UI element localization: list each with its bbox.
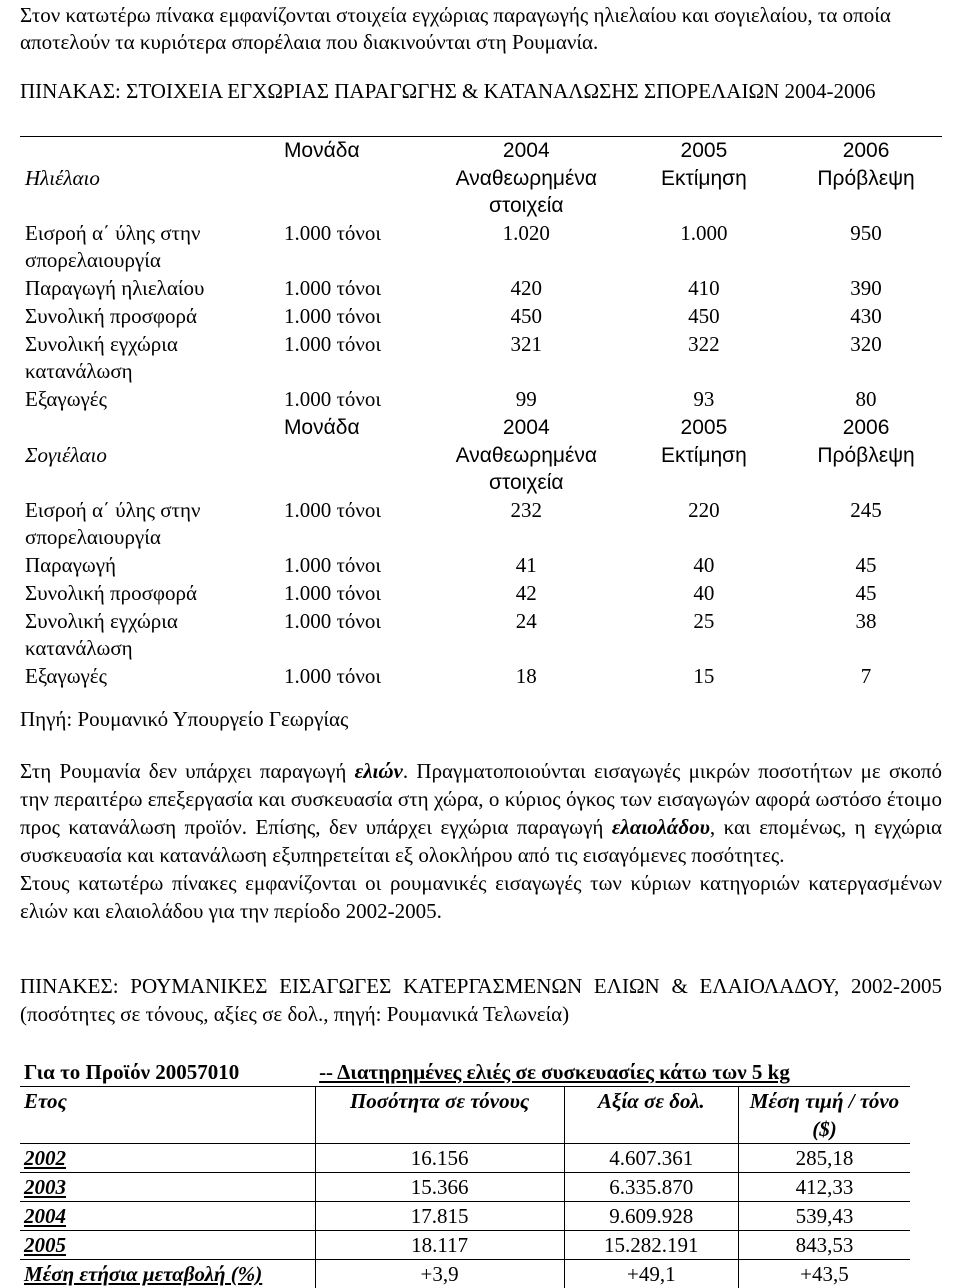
table1-subheader-row	[21, 165, 942, 220]
value-2005: 15	[617, 663, 790, 691]
value-2005: 40	[617, 552, 790, 580]
value-2004: 41	[435, 552, 617, 580]
sub-2005: Εκτίμηση	[617, 442, 790, 497]
table1-header-row	[21, 414, 942, 442]
table-row	[20, 1173, 910, 1202]
table-row	[20, 1202, 910, 1231]
row-label: Εξαγωγές	[21, 386, 280, 414]
table-row	[21, 552, 942, 580]
row-quantity: 18.117	[315, 1231, 564, 1260]
row-label: Εξαγωγές	[21, 663, 280, 691]
row-unit: 1.000 τόνοι	[279, 275, 435, 303]
section-sunflower-oil: Ηλιέλαιο	[21, 165, 280, 220]
row-quantity: 17.815	[315, 1202, 564, 1231]
row-average-price: 412,33	[738, 1173, 910, 1202]
value-2006: 38	[791, 608, 942, 663]
table-row	[21, 331, 942, 386]
product-description-text: -- Διατηρημένες ελιές σε συσκευασίες κάτω των 5 kg	[319, 1060, 790, 1084]
table1-title: ΠΙΝΑΚΑΣ: ΣΤΟΙΧΕΙΑ ΕΓΧΩΡΙΑΣ ΠΑΡΑΓΩΓΗΣ & ΚΑΤΑΝΑΛΩΣΗΣ ΣΠΟΡΕΛΑΙΩΝ 2004-2006	[20, 78, 942, 105]
table-row	[21, 303, 942, 331]
col-2004-header: 2004	[435, 414, 617, 442]
olive-imports-table	[20, 1058, 910, 1288]
row-year: 2002	[20, 1144, 315, 1173]
col-year-header: Ετος	[20, 1087, 315, 1144]
row-label: Συνολική προσφορά	[21, 580, 280, 608]
row-year: 2005	[20, 1231, 315, 1260]
value-2006: 430	[791, 303, 942, 331]
value-2006: 7	[791, 663, 942, 691]
para-emph-oliveoil: ελαιολάδου	[612, 815, 710, 839]
row-unit: 1.000 τόνοι	[279, 580, 435, 608]
subheader-blank	[279, 442, 435, 497]
value-2005: 40	[617, 580, 790, 608]
change-quantity: +3,9	[315, 1260, 564, 1288]
col-qty-header: Ποσότητα σε τόνους	[315, 1087, 564, 1144]
row-label: Παραγωγή ηλιελαίου	[21, 275, 280, 303]
sub-2004: Αναθεωρημένα στοιχεία	[435, 442, 617, 497]
value-2006: 45	[791, 580, 942, 608]
product-description	[315, 1058, 910, 1087]
subheader-blank	[279, 165, 435, 220]
value-2005: 322	[617, 331, 790, 386]
value-2006: 390	[791, 275, 942, 303]
table-row	[21, 580, 942, 608]
row-average-price: 539,43	[738, 1202, 910, 1231]
para-text-a: Στη Ρουμανία δεν υπάρχει παραγωγή	[20, 759, 355, 783]
row-label: Συνολική εγχώρια κατανάλωση	[21, 608, 280, 663]
header-blank	[21, 137, 280, 165]
value-2004: 232	[435, 497, 617, 552]
row-unit: 1.000 τόνοι	[279, 497, 435, 552]
row-unit: 1.000 τόνοι	[279, 303, 435, 331]
row-year: 2003	[20, 1173, 315, 1202]
header-blank	[21, 414, 280, 442]
row-label: Συνολική εγχώρια κατανάλωση	[21, 331, 280, 386]
row-unit: 1.000 τόνοι	[279, 663, 435, 691]
col-2004-header: 2004	[435, 137, 617, 165]
row-unit: 1.000 τόνοι	[279, 220, 435, 275]
value-2004: 1.020	[435, 220, 617, 275]
value-2005: 1.000	[617, 220, 790, 275]
row-average-price: 843,53	[738, 1231, 910, 1260]
value-2006: 245	[791, 497, 942, 552]
row-value: 4.607.361	[564, 1144, 738, 1173]
value-2004: 321	[435, 331, 617, 386]
col-unit-header: Μονάδα	[279, 414, 435, 442]
table-row	[21, 497, 942, 552]
row-label: Συνολική προσφορά	[21, 303, 280, 331]
change-row	[20, 1260, 910, 1288]
para-text-c: , και επομένως, η εγχώρια συσκευασία και κατανάλωση εξυπηρετείται εξ ολοκλήρου από τις εισαγόμενες ποσότητες.	[20, 815, 942, 867]
row-average-price: 285,18	[738, 1144, 910, 1173]
sub-2006: Πρόβλεψη	[791, 165, 942, 220]
row-quantity: 15.366	[315, 1173, 564, 1202]
sub-2005: Εκτίμηση	[617, 165, 790, 220]
value-2006: 950	[791, 220, 942, 275]
value-2005: 410	[617, 275, 790, 303]
table-row	[20, 1144, 910, 1173]
value-2006: 45	[791, 552, 942, 580]
row-unit: 1.000 τόνοι	[279, 386, 435, 414]
sub-2004: Αναθεωρημένα στοιχεία	[435, 165, 617, 220]
value-2004: 18	[435, 663, 617, 691]
seed-oils-table	[20, 136, 942, 691]
col-2005-header: 2005	[617, 414, 790, 442]
row-unit: 1.000 τόνοι	[279, 608, 435, 663]
table2-title: ΠΙΝΑΚΕΣ: ΡΟΥΜΑΝΙΚΕΣ ΕΙΣΑΓΩΓΕΣ ΚΑΤΕΡΓΑΣΜΕΝΩΝ ΕΛΙΩΝ & ΕΛΑΙΟΛΑΔΟΥ, 2002-2005 (ποσότητες σε τόνους, αξίες σε δολ., πηγή: Ρουμανικά Τελωνεία)	[20, 972, 942, 1028]
col-value-header: Αξία σε δολ.	[564, 1087, 738, 1144]
value-2005: 93	[617, 386, 790, 414]
para-emph-olives: ελιών	[355, 759, 403, 783]
table-row	[21, 386, 942, 414]
col-avg-header: Μέση τιμή / τόνο ($)	[738, 1087, 910, 1144]
para-text-d: Στους κατωτέρω πίνακες εμφανίζονται οι ρουμανικές εισαγωγές των κύριων κατηγοριών κατεργασμένων ελιών και ελαιολάδου για την περίοδο 2002-2005.	[20, 869, 942, 925]
value-2004: 420	[435, 275, 617, 303]
row-value: 15.282.191	[564, 1231, 738, 1260]
table-row	[21, 608, 942, 663]
table-row	[21, 275, 942, 303]
row-quantity: 16.156	[315, 1144, 564, 1173]
row-label: Εισροή α΄ ύλης στην σπορελαιουργία	[21, 220, 280, 275]
table-row	[21, 220, 942, 275]
product-code: Για το Προϊόν 20057010	[20, 1058, 315, 1087]
change-value: +49,1	[564, 1260, 738, 1288]
value-2004: 24	[435, 608, 617, 663]
change-average-price: +43,5	[738, 1260, 910, 1288]
table1-header-row	[21, 137, 942, 165]
col-2005-header: 2005	[617, 137, 790, 165]
row-unit: 1.000 τόνοι	[279, 552, 435, 580]
value-2004: 450	[435, 303, 617, 331]
row-label: Εισροή α΄ ύλης στην σπορελαιουργία	[21, 497, 280, 552]
value-2004: 42	[435, 580, 617, 608]
value-2005: 220	[617, 497, 790, 552]
section-soy-oil: Σογιέλαιο	[21, 442, 280, 497]
table1-source: Πηγή: Ρουμανικό Υπουργείο Γεωργίας	[20, 706, 348, 733]
change-label: Μέση ετήσια μεταβολή (%)	[20, 1260, 315, 1288]
col-unit-header: Μονάδα	[279, 137, 435, 165]
olives-paragraph	[20, 757, 942, 925]
table-row	[20, 1231, 910, 1260]
value-2004: 99	[435, 386, 617, 414]
row-value: 6.335.870	[564, 1173, 738, 1202]
para-text-b: . Πραγματοποιούνται εισαγωγές μικρών ποσοτήτων με σκοπό την περαιτέρω επεξεργασία και συσκευασία στη χώρα, ο κύριος όγκος των εισαγωγών αφορά ωστόσο έτοιμο προς κατανάλωση προϊόν. Επίσης, δεν υπάρχει εγχώρια παραγωγή	[20, 759, 942, 839]
value-2006: 320	[791, 331, 942, 386]
sub-2006: Πρόβλεψη	[791, 442, 942, 497]
row-value: 9.609.928	[564, 1202, 738, 1231]
row-label: Παραγωγή	[21, 552, 280, 580]
table1-subheader-row	[21, 442, 942, 497]
value-2005: 25	[617, 608, 790, 663]
col-2006-header: 2006	[791, 414, 942, 442]
intro-paragraph: Στον κατωτέρω πίνακα εμφανίζονται στοιχεία εγχώριας παραγωγής ηλιελαίου και σογιελαίου, τα οποία αποτελούν τα κυριότερα σπορέλαια που διακινούνται στη Ρουμανία.	[20, 2, 942, 56]
table-row	[21, 663, 942, 691]
row-unit: 1.000 τόνοι	[279, 331, 435, 386]
value-2005: 450	[617, 303, 790, 331]
row-year: 2004	[20, 1202, 315, 1231]
col-2006-header: 2006	[791, 137, 942, 165]
value-2006: 80	[791, 386, 942, 414]
